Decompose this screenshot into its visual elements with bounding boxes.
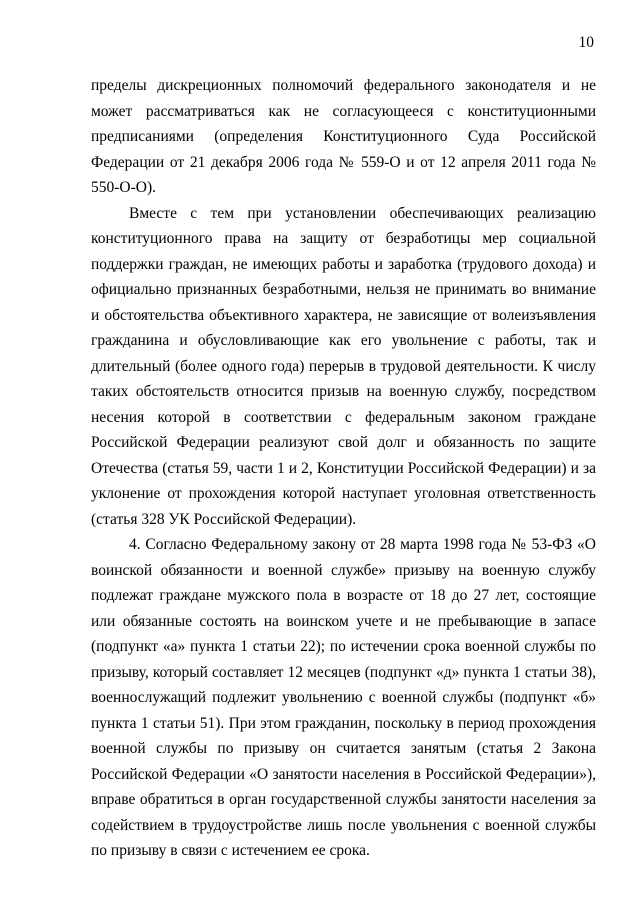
paragraph-military-service-circumstances: Вместе с тем при установлении обеспечивающих реализацию конституционного права на защиту от безработицы мер социальной поддержки граждан, не имеющих работы и заработка (трудового дохода) и официально признанных безработными, нельзя не принимать во внимание и обстоятельства объективного характера, не зависящие от волеизъявления гражданина и обусловливающие как его увольнение с работы, так и длительный (более одного года) перерыв в трудовой деятельности. К числу таких обстоятельств относится призыв на военную службу, посредством несения которой в соответствии с федеральным законом граждане Российской Федерации реализуют свой долг и обязанность по защите Отечества (статья 59, части 1 и 2, Конституции Российской Федерации) и за уклонение от прохождения которой наступает уголовная ответственность (статья 328 УК Российской Федерации). (91, 204, 596, 528)
paragraph-federal-law-conscription: 4. Согласно Федеральному закону от 28 марта 1998 года № 53-ФЗ «О воинской обязанности и военной службе» призыву на военную службу подлежат граждане мужского пола в возрасте от 18 до 27 лет, состоящие или обязанные состоять на воинском учете и не пребывающие в запасе (подпункт «а» пункта 1 статьи 22); по истечении срока военной службы по призыву, который составляет 12 месяцев (подпункт «д» пункта 1 статьи 38), военнослужащий подлежит увольнению с военной службы (подпункт «б» пункта 1 статьи 51). При этом гражданин, поскольку в период прохождения военной службы по призыву он считается занятым (статья 2 Закона Российской Федерации «О занятости населения в Российской Федерации»), вправе обратиться в орган государственной службы занятости населения за содействием в трудоустройстве лишь после увольнения с военной службы по призыву в связи с истечением ее срока. (91, 536, 596, 859)
page-number: 10 (578, 34, 594, 51)
document-body (91, 73, 596, 864)
paragraph-continuation: пределы дискреционных полномочий федерального законодателя и не может рассматриваться как не согласующееся с конституционными предписаниями (определения Конституционного Суда Российской Федерации от 21 декабря 2006 года № 559-О и от 12 апреля 2011 года № 550-О-О). (91, 77, 596, 196)
